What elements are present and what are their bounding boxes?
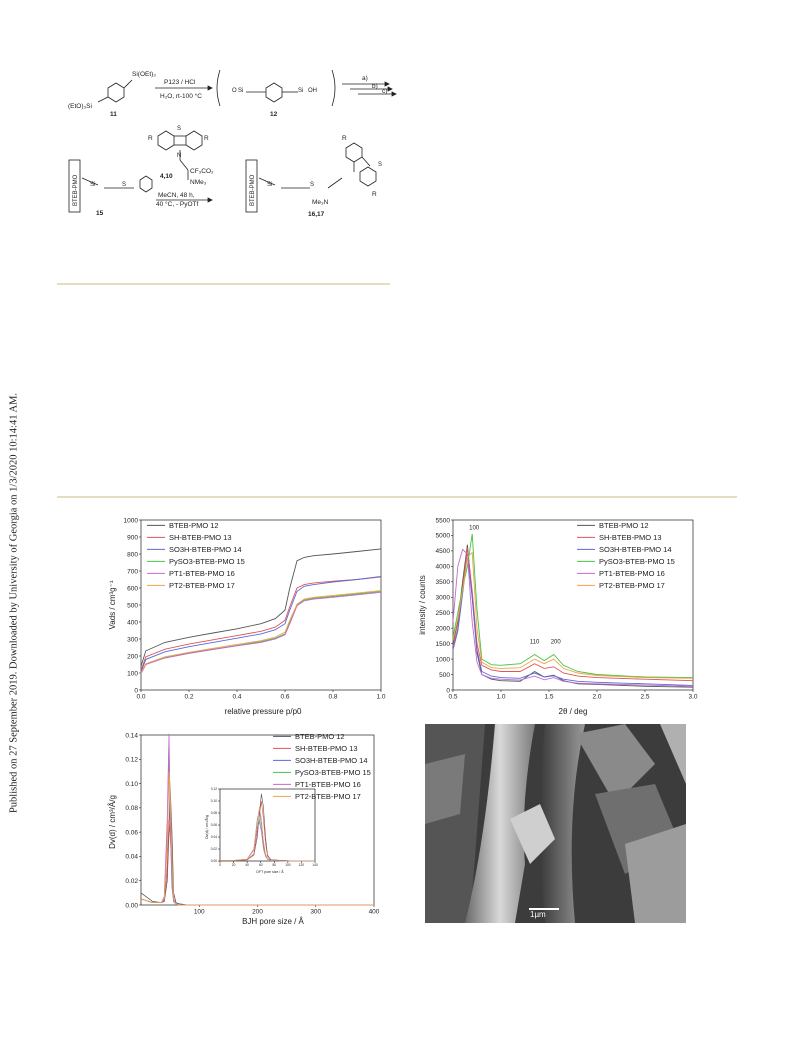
peak-label: 100 bbox=[469, 525, 480, 532]
x-tick-label: 2.5 bbox=[640, 693, 650, 701]
x-tick-label: 100 bbox=[193, 908, 205, 916]
legend-label: PT1-BTEB-PMO 16 bbox=[295, 780, 361, 789]
label-sioet3: Si(OEt)₃ bbox=[132, 71, 156, 78]
y-tick-label: 0.06 bbox=[210, 823, 217, 828]
x-tick-label: 20 bbox=[231, 863, 236, 868]
bjh-ylabel: Dv(d) / cm³/Å/g bbox=[108, 795, 117, 849]
legend-label: PT2-BTEB-PMO 17 bbox=[169, 581, 235, 590]
y-tick-label: 800 bbox=[127, 551, 138, 559]
published-sidebar bbox=[6, 0, 22, 1039]
y-tick-label: 2500 bbox=[435, 610, 450, 618]
dft-xlabel: DFT pore size / Å bbox=[256, 870, 284, 874]
y-tick-label: 0.08 bbox=[125, 805, 138, 813]
x-tick-label: 200 bbox=[252, 908, 263, 916]
svg-text:S: S bbox=[177, 126, 182, 132]
legend-label: PT1-BTEB-PMO 16 bbox=[599, 569, 665, 578]
y-tick-label: 3500 bbox=[435, 579, 450, 587]
step-b: b) bbox=[372, 83, 378, 90]
benzene-ring-12 bbox=[266, 83, 282, 102]
x-tick-label: 120 bbox=[298, 863, 305, 868]
series-line-1 bbox=[141, 549, 381, 666]
x-tick-label: 1.5 bbox=[544, 693, 554, 701]
svg-text:Si: Si bbox=[298, 88, 304, 94]
reagent-nme3: NMe₃ bbox=[190, 179, 207, 186]
series-line-6 bbox=[141, 591, 381, 674]
svg-text:N: N bbox=[177, 153, 182, 159]
y-tick-label: 700 bbox=[127, 568, 138, 576]
x-tick-label: 100 bbox=[285, 863, 291, 868]
legend-label: SO3H-BTEB-PMO 14 bbox=[599, 545, 672, 554]
legend-label: SH-BTEB-PMO 13 bbox=[295, 744, 358, 753]
peak-label: 110 bbox=[529, 639, 540, 646]
label-r-2: R bbox=[204, 135, 209, 142]
label-r-3: R bbox=[342, 135, 347, 142]
y-tick-label: 0.10 bbox=[210, 799, 217, 804]
y-tick-label: 2000 bbox=[435, 625, 450, 633]
xrd-annotations bbox=[469, 525, 561, 645]
sem-micrograph bbox=[425, 724, 686, 923]
y-tick-label: 0 bbox=[134, 687, 138, 695]
isotherm-legend bbox=[147, 521, 245, 590]
step-c: c) bbox=[382, 88, 388, 95]
x-tick-label: 0.6 bbox=[280, 693, 290, 701]
x-tick-label: 60 bbox=[258, 863, 263, 868]
isotherm-xlabel: relative pressure p/p0 bbox=[224, 707, 302, 716]
bjh-xlabel: BJH pore size / Å bbox=[242, 917, 304, 926]
y-tick-label: 5000 bbox=[435, 532, 450, 540]
y-tick-label: 0.04 bbox=[125, 853, 138, 861]
legend-label: PT1-BTEB-PMO 16 bbox=[169, 569, 235, 578]
step-a: a) bbox=[362, 75, 368, 82]
xrd-xlabel: 2θ / deg bbox=[558, 707, 588, 716]
bjh-legend bbox=[273, 732, 371, 801]
y-tick-label: 100 bbox=[127, 670, 138, 678]
x-tick-label: 0 bbox=[219, 863, 221, 868]
dft-inset-lines bbox=[220, 794, 315, 861]
x-tick-label: 400 bbox=[368, 908, 380, 916]
y-tick-label: 4500 bbox=[435, 548, 450, 556]
svg-text:OH: OH bbox=[308, 88, 317, 94]
sem-image bbox=[425, 724, 686, 923]
label-eto3si: (EtO)₃Si bbox=[68, 103, 92, 110]
y-tick-label: 400 bbox=[127, 619, 138, 627]
y-tick-label: 0.06 bbox=[125, 829, 138, 837]
y-tick-label: 0.10 bbox=[125, 780, 138, 788]
x-tick-label: 40 bbox=[245, 863, 249, 868]
svg-text:S: S bbox=[122, 182, 127, 188]
label-cmpd-16-17: 16,17 bbox=[308, 211, 325, 218]
x-tick-label: 2.0 bbox=[592, 693, 602, 701]
x-tick-label: 0.5 bbox=[448, 693, 458, 701]
y-tick-label: 0.08 bbox=[210, 811, 217, 816]
chart-isotherm bbox=[105, 510, 395, 720]
series-line-4 bbox=[141, 741, 374, 905]
legend-label: BTEB-PMO 12 bbox=[599, 521, 649, 530]
label-cmpd-15: 15 bbox=[96, 210, 104, 217]
y-tick-label: 0.00 bbox=[210, 859, 217, 864]
svg-text:Si: Si bbox=[90, 182, 96, 188]
y-tick-label: 0.02 bbox=[125, 877, 138, 885]
reaction-scheme bbox=[60, 60, 400, 220]
peak-label: 200 bbox=[550, 639, 561, 646]
y-tick-label: 0.04 bbox=[210, 835, 217, 840]
svg-text:Si: Si bbox=[238, 88, 244, 94]
x-tick-label: 1.0 bbox=[496, 693, 506, 701]
series-line-4 bbox=[453, 534, 693, 678]
series-line-1 bbox=[141, 786, 374, 905]
svg-text:S: S bbox=[378, 162, 383, 168]
legend-label: BTEB-PMO 12 bbox=[295, 732, 345, 741]
legend-label: PT2-BTEB-PMO 17 bbox=[295, 792, 361, 801]
y-tick-label: 0.14 bbox=[125, 732, 138, 740]
step2-conditions-2: 40 °C, - PyOTf bbox=[156, 201, 199, 208]
label-cmpd-4-10: 4,10 bbox=[160, 173, 173, 180]
y-tick-label: 1500 bbox=[435, 640, 450, 648]
series-line-2 bbox=[220, 801, 315, 861]
y-tick-label: 300 bbox=[127, 636, 138, 644]
divider-scheme bbox=[57, 283, 390, 285]
y-tick-label: 5500 bbox=[435, 517, 450, 525]
y-tick-label: 0.12 bbox=[210, 787, 217, 792]
chart-xrd bbox=[415, 510, 705, 720]
x-tick-label: 0.2 bbox=[184, 693, 194, 701]
box-label-right: BTEB-PMO bbox=[250, 174, 256, 206]
legend-label: PT2-BTEB-PMO 17 bbox=[599, 581, 665, 590]
benzene-ring-11 bbox=[108, 83, 124, 102]
y-tick-label: 4000 bbox=[435, 563, 450, 571]
isotherm-ylabel: Vads / cm³g⁻¹ bbox=[108, 580, 117, 630]
x-tick-label: 0.8 bbox=[328, 693, 338, 701]
xrd-ylabel: intensity / counts bbox=[418, 575, 427, 635]
reagent-cf3co2: CF₃CO₂ bbox=[190, 168, 214, 175]
y-tick-label: 500 bbox=[127, 602, 138, 610]
legend-label: SH-BTEB-PMO 13 bbox=[599, 533, 662, 542]
legend-label: SO3H-BTEB-PMO 14 bbox=[169, 545, 242, 554]
y-tick-label: 1000 bbox=[123, 517, 138, 525]
y-tick-label: 0.12 bbox=[125, 756, 138, 764]
label-cmpd-11: 11 bbox=[110, 111, 117, 118]
label-r-1: R bbox=[148, 135, 153, 142]
y-tick-label: 200 bbox=[127, 653, 138, 661]
y-tick-label: 0 bbox=[446, 687, 450, 695]
label-cmpd-12: 12 bbox=[270, 111, 278, 118]
isotherm-lines bbox=[141, 549, 381, 674]
series-line-3 bbox=[141, 576, 381, 672]
step2-conditions-1: MeCN, 48 h, bbox=[158, 192, 195, 199]
legend-label: BTEB-PMO 12 bbox=[169, 521, 219, 530]
series-line-1 bbox=[220, 794, 315, 861]
chart-bjh bbox=[105, 727, 395, 927]
divider-figure bbox=[57, 496, 737, 498]
legend-label: SO3H-BTEB-PMO 14 bbox=[295, 756, 368, 765]
y-tick-label: 0.00 bbox=[125, 902, 138, 910]
box-label-left: BTEB-PMO bbox=[73, 174, 79, 206]
svg-text:O: O bbox=[232, 88, 237, 94]
published-notice: Published on 27 September 2019. Downloaded by University of Georgia on 1/3/2020 10:14:41 AM. bbox=[8, 392, 20, 814]
legend-label: PySO3-BTEB-PMO 15 bbox=[295, 768, 371, 777]
x-tick-label: 300 bbox=[310, 908, 322, 916]
step1-conditions: H₂O, rt-100 °C bbox=[160, 93, 202, 100]
series-line-5 bbox=[141, 592, 381, 674]
x-tick-label: 3.0 bbox=[688, 693, 698, 701]
x-tick-label: 80 bbox=[272, 863, 277, 868]
x-tick-label: 0.0 bbox=[136, 693, 146, 701]
x-tick-label: 1.0 bbox=[376, 693, 386, 701]
series-line-4 bbox=[141, 591, 381, 673]
y-tick-label: 900 bbox=[127, 534, 138, 542]
y-tick-label: 1000 bbox=[435, 656, 450, 664]
isotherm-axes bbox=[124, 517, 386, 700]
label-r-4: R bbox=[372, 191, 377, 198]
legend-label: SH-BTEB-PMO 13 bbox=[169, 533, 232, 542]
scale-bar-label: 1µm bbox=[530, 910, 546, 919]
x-tick-label: 0.4 bbox=[232, 693, 242, 701]
y-tick-label: 3000 bbox=[435, 594, 450, 602]
y-tick-label: 500 bbox=[439, 671, 450, 679]
legend-label: PySO3-BTEB-PMO 15 bbox=[169, 557, 245, 566]
y-tick-label: 600 bbox=[127, 585, 138, 593]
legend-label: PySO3-BTEB-PMO 15 bbox=[599, 557, 675, 566]
svg-text:S: S bbox=[310, 182, 315, 188]
xrd-legend bbox=[577, 521, 675, 590]
y-tick-label: 0.02 bbox=[210, 847, 217, 852]
step1-reagents: P123 / HCl bbox=[164, 79, 196, 86]
dft-ylabel: Dv(d) / cm³/Å/g bbox=[205, 815, 209, 839]
series-line-2 bbox=[453, 548, 693, 681]
label-me3n: Me₃N bbox=[312, 199, 329, 206]
svg-text:Si: Si bbox=[267, 182, 273, 188]
x-tick-label: 140 bbox=[312, 863, 318, 868]
